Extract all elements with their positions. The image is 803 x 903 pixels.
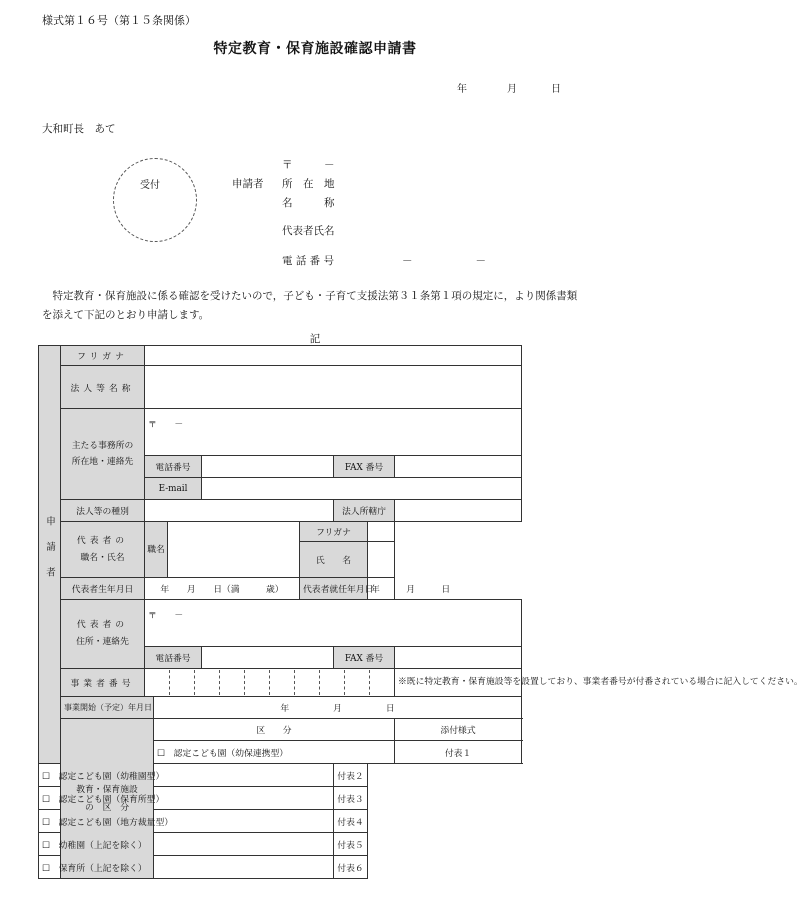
kubun-header: 区 分 [154,719,395,741]
corp-agency-input[interactable] [395,500,522,522]
facility-option-6[interactable]: ☐ 保育所（上記を除く） [39,856,334,879]
office-label [61,409,145,500]
corp-name-label: 法人等名称 [61,366,145,409]
start-date-label: 事業開始（予定）年月日 [61,697,154,719]
facility-form-5: 付表５ [334,833,368,856]
date-month: 月 [507,84,517,95]
attach-header: 添付様式 [395,719,522,741]
ki-marker: 記 [309,333,321,345]
rep-address-line1: 代表者の [76,620,129,630]
rep-fax-label: FAX 番号 [334,647,395,669]
rep-label [61,522,145,578]
office-email-input[interactable] [202,478,522,500]
applicant-label: 申請者 [232,178,264,190]
corp-name-input[interactable] [145,366,522,409]
rep-name-label: 氏 名 [300,542,368,578]
rep-title-input[interactable] [168,522,300,578]
corp-type-label: 法人等の種別 [61,500,145,522]
facility-option-4[interactable]: ☐ 認定こども園（地方裁量型） [39,810,334,833]
document-title: 特定教育・保育施設確認申請書 [213,41,417,57]
addressee: 大和町長 あて [42,123,116,135]
applicant-section-cell [39,346,61,764]
rep-birth-value[interactable]: 年 月 日（満 歳） [145,578,300,600]
rep-birth-label: 代表者生年月日 [61,578,145,600]
form-number: 様式第１６号（第１５条関係） [42,14,196,27]
applicant-address-label: 所 在 地 [282,178,335,190]
facility-form-6: 付表６ [334,856,368,879]
rep-label-line2: 職名・氏名 [80,552,125,563]
application-table [38,345,803,879]
office-fax-input[interactable] [395,456,522,478]
office-address-input[interactable]: 〒 － [145,409,522,456]
office-label-line1: 主たる事務所の [71,441,134,451]
facility-option-1[interactable]: ☐ 認定こども園（幼保連携型） [154,741,395,764]
facility-form-1: 付表１ [395,741,522,764]
office-email-label: E-mail [145,478,202,500]
date-year: 年 [457,84,467,95]
facility-form-3: 付表３ [334,787,368,810]
date-day: 日 [551,84,561,95]
rep-furigana-label: フリガナ [300,522,368,542]
office-label-line2: 所在地・連絡先 [71,457,134,467]
furigana-input[interactable] [145,346,522,366]
rep-fax-input[interactable] [395,647,522,669]
applicant-phone-label: 電 話 番 号 [282,255,335,267]
intro-paragraph: 特定教育・保育施設に係る確認を受けたいので，子ども・子育て支援法第３１条第１項の規定に，より関係書類を添えて下記のとおり申請します。 [42,290,578,321]
rep-address-label [61,600,145,669]
reception-stamp-circle [113,158,197,242]
corp-agency-label: 法人所轄庁 [334,500,395,522]
applicant-vertical-label: 申請者 [44,516,55,593]
facility-form-2: 付表２ [334,764,368,787]
rep-since-label: 代表者就任年月日 [300,578,368,600]
rep-name-input[interactable] [368,542,395,578]
applicant-rep-label: 代表者氏名 [282,225,335,237]
business-no-input[interactable] [145,669,395,697]
corp-type-input[interactable] [145,500,334,522]
business-no-note: ※既に特定教育・保育施設等を設置しており、事業者番号が付番されている場合に記入してください。 [395,669,522,697]
rep-since-value[interactable]: 年 月 日 [368,578,395,600]
business-no-label: 事業者番号 [61,669,145,697]
rep-phone-input[interactable] [202,647,334,669]
furigana-label: フリガナ [61,346,145,366]
facility-type-line2: の 区 分 [85,802,129,813]
office-phone-label: 電話番号 [145,456,202,478]
rep-address-input[interactable]: 〒 － [145,600,522,647]
facility-option-2[interactable]: ☐ 認定こども園（幼稚園型） [39,764,334,787]
facility-form-4: 付表４ [334,810,368,833]
start-date-value[interactable]: 年 月 日 [154,697,522,719]
office-fax-label: FAX 番号 [334,456,395,478]
office-phone-input[interactable] [202,456,334,478]
applicant-name-label: 名 称 [282,197,335,209]
rep-phone-label: 電話番号 [145,647,202,669]
rep-title-label: 職名 [145,522,168,578]
rep-label-line1: 代表者の [76,535,129,546]
applicant-phone-dashes: － － [402,255,486,267]
rep-address-line2: 住所・連絡先 [76,637,129,647]
reception-stamp-label: 受付 [140,180,160,191]
business-no-cells [145,670,394,695]
applicant-postal: 〒 － [282,159,335,171]
facility-option-5[interactable]: ☐ 幼稚園（上記を除く） [39,833,334,856]
facility-type-line1: 教育・保育施設 [76,784,138,795]
facility-option-3[interactable]: ☐ 認定こども園（保育所型） [39,787,334,810]
rep-furigana-input[interactable] [368,522,395,542]
